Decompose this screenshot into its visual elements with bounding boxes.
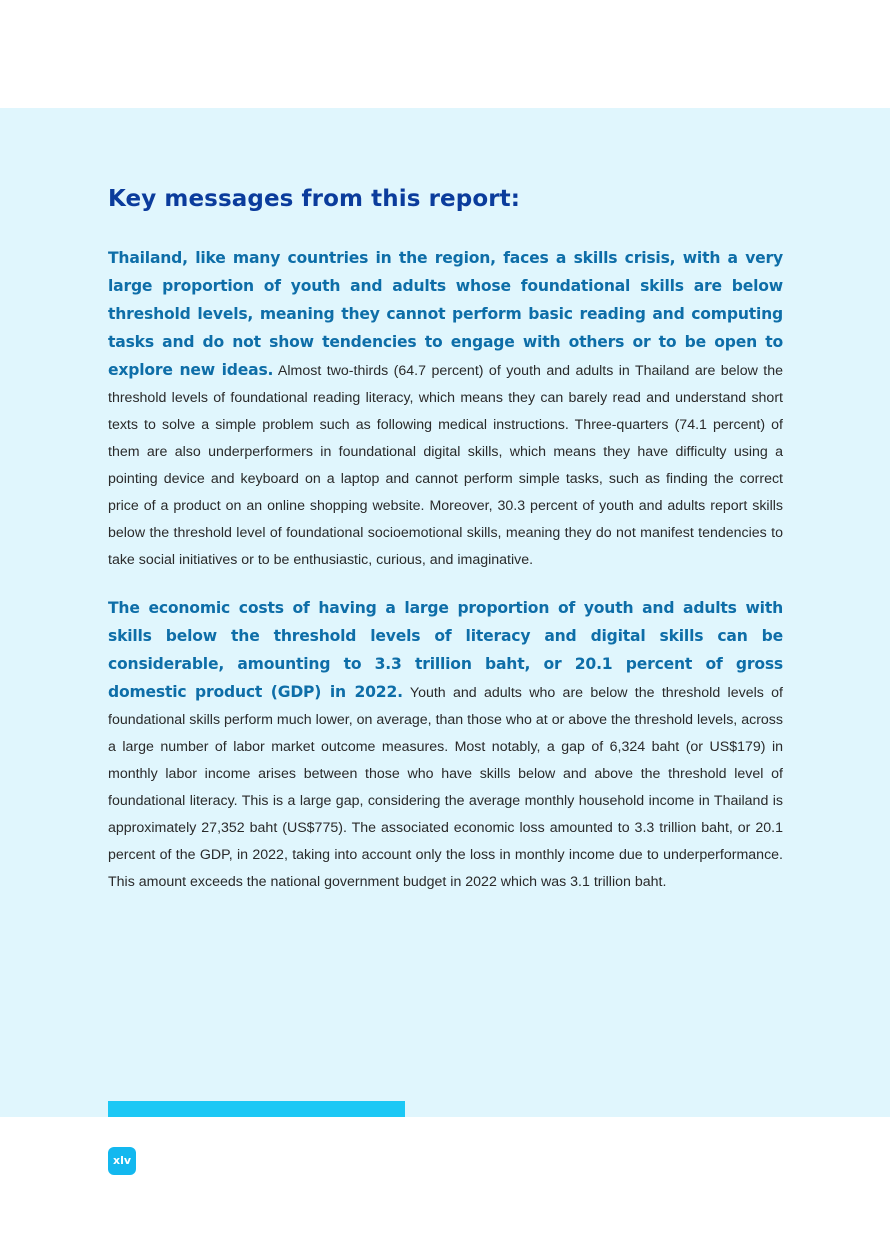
accent-bar: [108, 1101, 405, 1117]
key-message-body: Almost two-thirds (64.7 percent) of youth and adults in Thailand are below the threshold levels of foundational reading literacy, which means they can barely read and understand short texts to solve a simple problem such as following medical instructions. Three-quarters (74.1 percent) of them are also underperformers in foundational digital skills, which means they have difficulty using a pointing device and keyboard on a laptop and cannot perform simple tasks, such as finding the correct price of a product on an online shopping website. Moreover, 30.3 percent of youth and adults report skills below the threshold level of foundational socioemotional skills, meaning they do not manifest tendencies to take social initiatives or to be enthusiastic, curious, and imaginative.: [108, 363, 783, 568]
key-message-paragraph: [108, 595, 783, 896]
page-number-badge: xlv: [108, 1147, 136, 1175]
key-message-paragraph: [108, 245, 783, 574]
key-message-body: Youth and adults who are below the threshold levels of foundational skills perform much lower, on average, than those who at or above the threshold levels, across a large number of labor market outcome measures. Most notably, a gap of 6,324 baht (or US$179) in monthly labor income arises between those who have skills below and above the threshold level of foundational literacy. This is a large gap, considering the average monthly household income in Thailand is approximately 27,352 baht (US$775). The associated economic loss amounted to 3.3 trillion baht, or 20.1 percent of the GDP, in 2022, taking into account only the loss in monthly income due to underperformance. This amount exceeds the national government budget in 2022 which was 3.1 trillion baht.: [108, 685, 783, 890]
key-message-lead: Thailand, like many countries in the region, faces a skills crisis, with a very large proportion of youth and adults whose foundational skills are below threshold levels, meaning they cannot perform basic reading and computing tasks and do not show tendencies to engage with others or to be open to explore new ideas.: [108, 249, 783, 379]
section-heading: Key messages from this report:: [108, 186, 521, 212]
key-message-lead: The economic costs of having a large proportion of youth and adults with skills below the threshold levels of literacy and digital skills can be considerable, amounting to 3.3 trillion baht, or 20.1 percent of gross domestic product (GDP) in 2022.: [108, 599, 783, 701]
